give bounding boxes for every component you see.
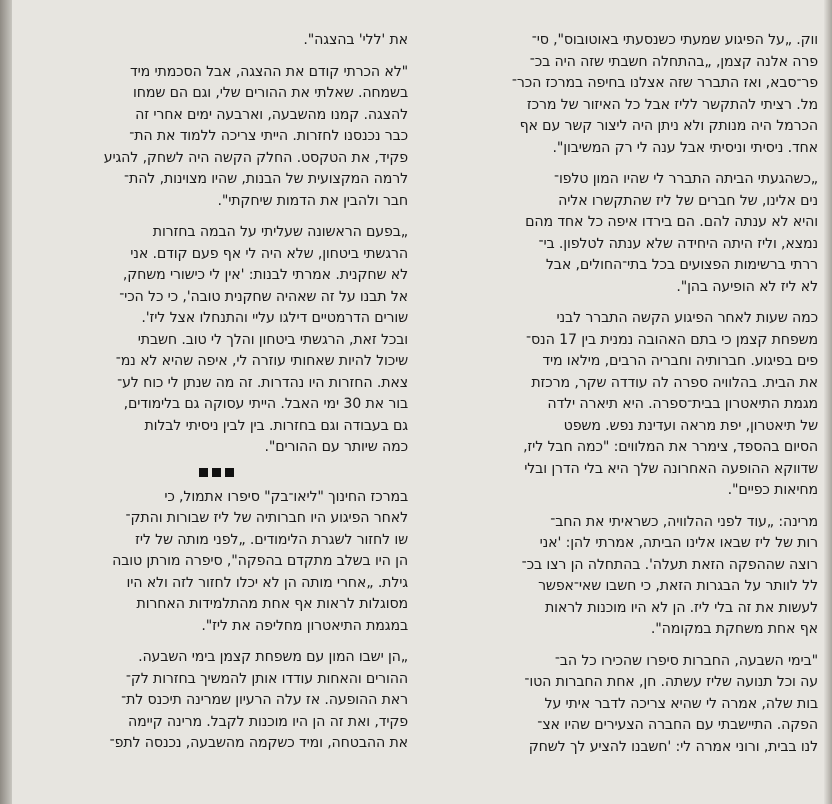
paragraph-gap — [426, 641, 818, 651]
article-paragraph — [24, 30, 408, 52]
article-line: "לא הכרתי קודם את ההצגה, אבל הסכמתי מיד — [130, 63, 408, 80]
article-line: לעשות את זה בלי ליז. הן לא היו מוכנות לראות — [544, 599, 818, 616]
section-break-square — [225, 468, 234, 477]
article-line: רות של ליז שבאו אלינו הביתה, אמרתי להן: 'אני — [539, 535, 818, 551]
article-line: מגמת התיאטרון בבית־ספרה. היא תיארה ילדה — [547, 396, 818, 412]
article-line: שיכול להיות שאחותי עוזרה לי, איפה שהיא לא נמ־ — [115, 353, 408, 369]
article-column-left — [24, 30, 408, 802]
article-line: נים אלינו, של חברים של ליז שהתקשרו אליה — [558, 192, 818, 209]
section-break-square — [199, 468, 208, 477]
scan-edge-right — [824, 0, 832, 804]
article-paragraph — [24, 222, 408, 459]
paragraph-gap — [24, 212, 408, 222]
article-line: מל. רציתי להתקשר לליז אבל כל האיזור של מרכז — [526, 96, 818, 113]
article-paragraph — [24, 62, 408, 213]
article-line: גילת. „אחרי מותה הן לא יכלו לחזור לזה ולא היו — [126, 574, 408, 591]
paragraph-gap — [24, 637, 408, 647]
article-line: ההורים והאחות עודדו אותן להמשיך בחזרות לק־ — [125, 670, 408, 687]
article-line: לאחר הפיגוע היו חברותיה של ליז שבורות והתק־ — [125, 510, 408, 526]
article-line: כמה שעות לאחר הפיגוע הקשה התברר לבני — [556, 310, 818, 326]
article-line: הפקה. התיישבתי עם החברה הצעירים שהיו אצ־ — [537, 717, 818, 733]
article-line: חבר ולהבין את הדמות שיחקתי". — [217, 192, 408, 209]
article-line: להצגה. קמנו מהשבעה, וארבעה ימים אחרי זה — [135, 106, 408, 123]
article-line: „בפעם הראשונה שעליתי על הבמה בחזרות — [152, 224, 408, 240]
article-column-right — [426, 30, 818, 802]
article-line: אף אחת משחקת במקומה". — [650, 621, 818, 637]
section-break-square — [212, 468, 221, 477]
article-line: של תיאטרון, יפת מראה ועדינת נפש. משפט — [563, 417, 818, 434]
article-paragraph — [426, 169, 818, 298]
article-paragraph — [426, 512, 818, 641]
article-line: שו לחזור לשגרת הלימודים. „לפני מותה של ליז — [135, 531, 408, 548]
article-line: שדווקא ההופעה האחרונה שלך היא בלי הדרן ובלי — [524, 460, 818, 477]
article-line: לא ליז לא הופיעה בהן". — [676, 278, 818, 295]
article-line: מחיאות כפיים". — [727, 482, 818, 498]
article-line: את הבית. בהלוויה ספרה לה עודדה שקר, מרכזת — [531, 374, 818, 391]
article-line: בות שלה, אמרה לי שהיא צריכה לדבר איתי על — [544, 695, 818, 712]
article-line: בשמחה. שאלתי את ההורים שלי, וגם הם שמחו — [133, 85, 408, 101]
article-line: במגמת התיאטרון מחליפה את ליז". — [201, 617, 408, 634]
article-line: הכרמל היה מנותק ולא ניתן היה ליצור קשר עם אף — [519, 118, 818, 134]
article-line: ראת ההופעה. אז עלה הרעיון שמרינה תיכנס לת־ — [121, 692, 408, 708]
article-line: „הן ישבו המון עם משפחת קצמן בימי השבעה. — [138, 649, 408, 665]
article-line: כמה שיותר עם ההורים". — [264, 439, 408, 455]
paragraph-gap — [426, 298, 818, 308]
article-line: פר־סבא, ואז התברר שזה אצלנו בחיפה במרכז הכר־ — [511, 75, 818, 91]
scan-edge-left — [0, 0, 12, 804]
article-paragraph — [426, 308, 818, 502]
article-line: פקיד, ואת זה הן היו מוכנות לקבל. מרינה קיימה — [128, 713, 408, 730]
article-line: ובכל זאת, הרגשתי ביטחון והלך לי טוב. חשבתי — [137, 331, 408, 348]
article-line: והיא לא ענתה להם. הם בירדו איפה כל אחד מהם — [525, 214, 818, 230]
article-paragraph — [24, 647, 408, 755]
article-line: ררתי ברשימות הפצועים בכל בתי־החולים, אבל — [545, 257, 818, 273]
article-line: "בימי השבעה, החברות סיפרו שהכירו כל הב־ — [554, 652, 818, 669]
article-line: הן היו בשלב מתקדם בהפקה", סיפרה מורתן טובה — [112, 553, 408, 569]
article-line: אחד. ניסיתי וניסיתי אבל ענה לי רק המשיבון". — [552, 139, 818, 156]
paragraph-gap — [24, 52, 408, 62]
article-line: לרמה המקצועית של הבנות, שהיו מצוינות, להת־ — [124, 171, 408, 187]
paragraph-gap — [426, 502, 818, 512]
article-line: לא שחקנית. אמרתי לבנות: 'אין לי כישורי משחק, — [122, 267, 408, 283]
article-line: במרכז החינוך "ליאו־בק" סיפרו אתמול, כי — [164, 488, 408, 505]
article-line: כבר נכנסנו לחזרות. הייתי צריכה ללמוד את הת־ — [129, 128, 408, 144]
article-line: נמצא, וליז היתה היחידה שלא ענתה לטלפון. בי־ — [538, 235, 818, 252]
article-line: אל תבנו על זה שאהיה שחקנית טובה', כי כל הכי־ — [119, 288, 408, 305]
article-line: פרה אלנה קצמן, „בהתחלה חשבתי שזה היה בכ־ — [529, 53, 818, 70]
article-line: הרגשתי ביטחון, שלא היה לי אף פעם קודם. אני — [130, 245, 408, 262]
article-line: עה וכל תנועה שליז עשתה. חן, אחת החברות הטו־ — [524, 674, 818, 690]
article-line: משפחת קצמן כי בתם האהובה נמנית בין 17 הנס־ — [526, 331, 818, 348]
left-column-after-break — [24, 487, 408, 755]
article-line: גם בעבודה וגם בחזרות. בין לבין ניסיתי לבלות — [144, 417, 408, 434]
article-line: הסיום בהספד, צימרר את המלווים: "כמה חבל ליז, — [523, 439, 818, 455]
article-line: פים בפיגוע. חברותיה וחבריה הרבים, מילאו מיד — [542, 353, 818, 369]
article-line: מסוגלות לראות אף אחת מהתלמידות האחרות — [136, 596, 408, 612]
article-line: שורים הדרמטיים דילגו עליי והתנחלו אצל ליז'. — [141, 310, 408, 326]
article-line: „כשהגעתי הביתה התברר לי שהיו המון טלפו־ — [554, 171, 818, 187]
article-line: צאת. החזרות היו נהדרות. זה מה שנתן לי כוח לע־ — [117, 374, 408, 391]
article-line: את 'ללי' בהצגה". — [303, 32, 408, 48]
article-line: פקיד, את הטקסט. החלק הקשה היה לשחק, להגיע — [103, 149, 408, 166]
article-line: מרינה: „עוד לפני ההלוויה, כשראיתי את החב־ — [550, 513, 818, 530]
article-line: את ההבטחה, ומיד כשקמה מהשבעה, נכנסה לתפ־ — [109, 735, 408, 751]
article-line: ווק. „על הפיגוע שמעתי כשנסעתי באוטובוס", סי־ — [531, 32, 818, 48]
article-line: לל לוותר על הבגרות הזאת, כי חשבו שאי־אפשר — [538, 578, 818, 594]
article-paragraph — [426, 30, 818, 159]
article-line: רוצה שההפקה הזאת תעלה'. בהתחלה הן רצו בכ־ — [521, 556, 818, 573]
article-paragraph — [426, 651, 818, 759]
paragraph-gap — [426, 159, 818, 169]
article-paragraph — [24, 487, 408, 638]
article-line: בור את 30 ימי האבל. הייתי עסוקה גם בלימודים, — [123, 396, 408, 412]
article-line: לנו בבית, ורוני אמרה לי: 'חשבנו להציע לך לשחק — [528, 738, 818, 755]
left-column-before-break — [24, 30, 408, 459]
section-break — [24, 459, 408, 487]
